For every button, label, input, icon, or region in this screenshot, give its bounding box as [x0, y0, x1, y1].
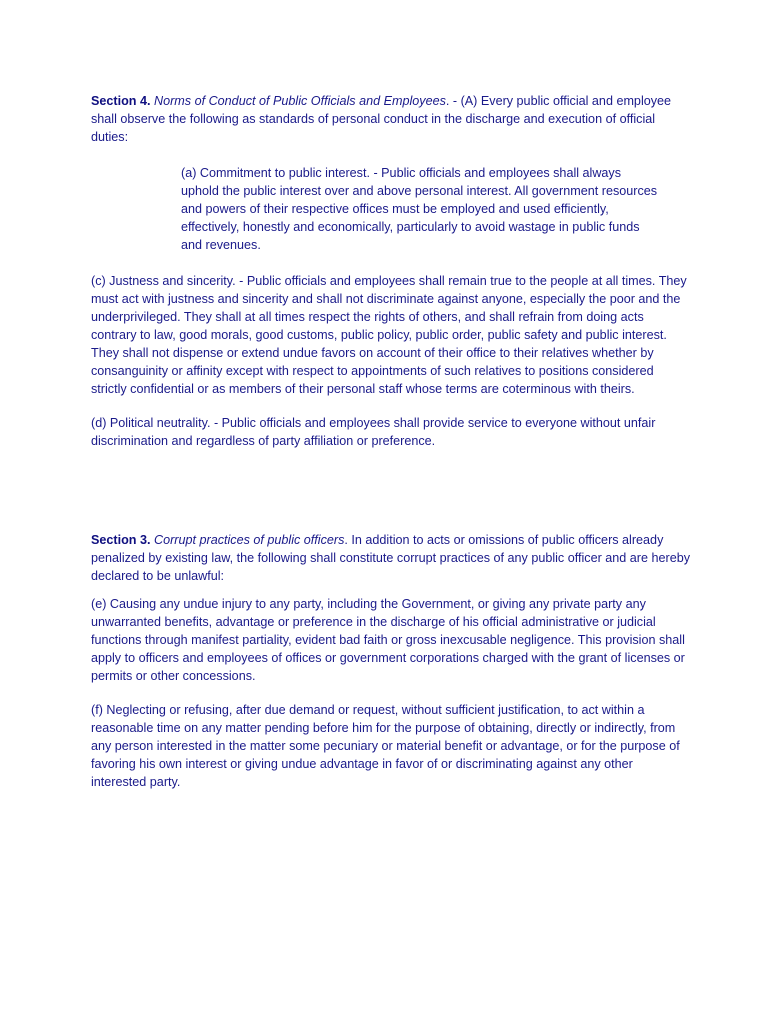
section-4-item-a: (a) Commitment to public interest. - Public officials and employees shall always uphold the public interest over and above personal interest. All government resources and powers of their respective offices must be employed and used efficiently, effectively, honestly and economically, particularly to avoid wastage in public funds and revenues.	[181, 166, 658, 252]
section-4-label: Section 4.	[91, 94, 151, 108]
section-3-title: Corrupt practices of public officers	[154, 533, 345, 547]
section-3-item-e: (e) Causing any undue injury to any party, including the Government, or giving any private party any unwarranted benefits, advantage or preference in the discharge of his official administrative or judicial functions through manifest partiality, evident bad faith or gross inexcusable negligence. This provision shall apply to officers and employees of offices or government corporations charged with the grant of licenses or permits or other concessions.	[91, 597, 685, 683]
document-page	[91, 92, 691, 791]
section-3-intro-paragraph	[91, 531, 691, 585]
section-4-item-c: (c) Justness and sincerity. - Public officials and employees shall remain true to the people at all times. They must act with justness and sincerity and shall not discriminate against anyone, especially the poor and the underprivileged. They shall at all times respect the rights of others, and shall refrain from doing acts contrary to law, good morals, good customs, public policy, public order, public safety and public interest. They shall not dispense or extend undue favors on account of their office to their relatives whether by consanguinity or affinity except with respect to appointments of such relatives to positions considered strictly confidential or as members of their personal staff whose terms are coterminous with theirs.	[91, 274, 687, 396]
section-4-intro-text: . - (A) Every public official and employee shall observe the following as standards of personal conduct in the discharge and execution of official duties:	[91, 94, 672, 144]
section-4-intro-paragraph	[91, 92, 691, 146]
section-3-label: Section 3.	[91, 533, 151, 547]
section-3-item-f: (f) Neglecting or refusing, after due demand or request, without sufficient justification, to act within a reasonable time on any matter pending before him for the purpose of obtaining, directly or indirectly, from any person interested in the matter some pecuniary or material benefit or advantage, or for the purpose of favoring his own interest or giving undue advantage in favor of or discriminating against any other interested party.	[91, 703, 680, 789]
section-4-item-d: (d) Political neutrality. - Public officials and employees shall provide service to everyone without unfair discrimination and regardless of party affiliation or preference.	[91, 416, 656, 448]
section-3-intro-text: . In addition to acts or omissions of public officers already penalized by existing law, the following shall constitute corrupt practices of any public officer and are hereby declared to be unlawful:	[91, 533, 691, 583]
section-4-title: Norms of Conduct of Public Officials and Employees	[154, 94, 446, 108]
